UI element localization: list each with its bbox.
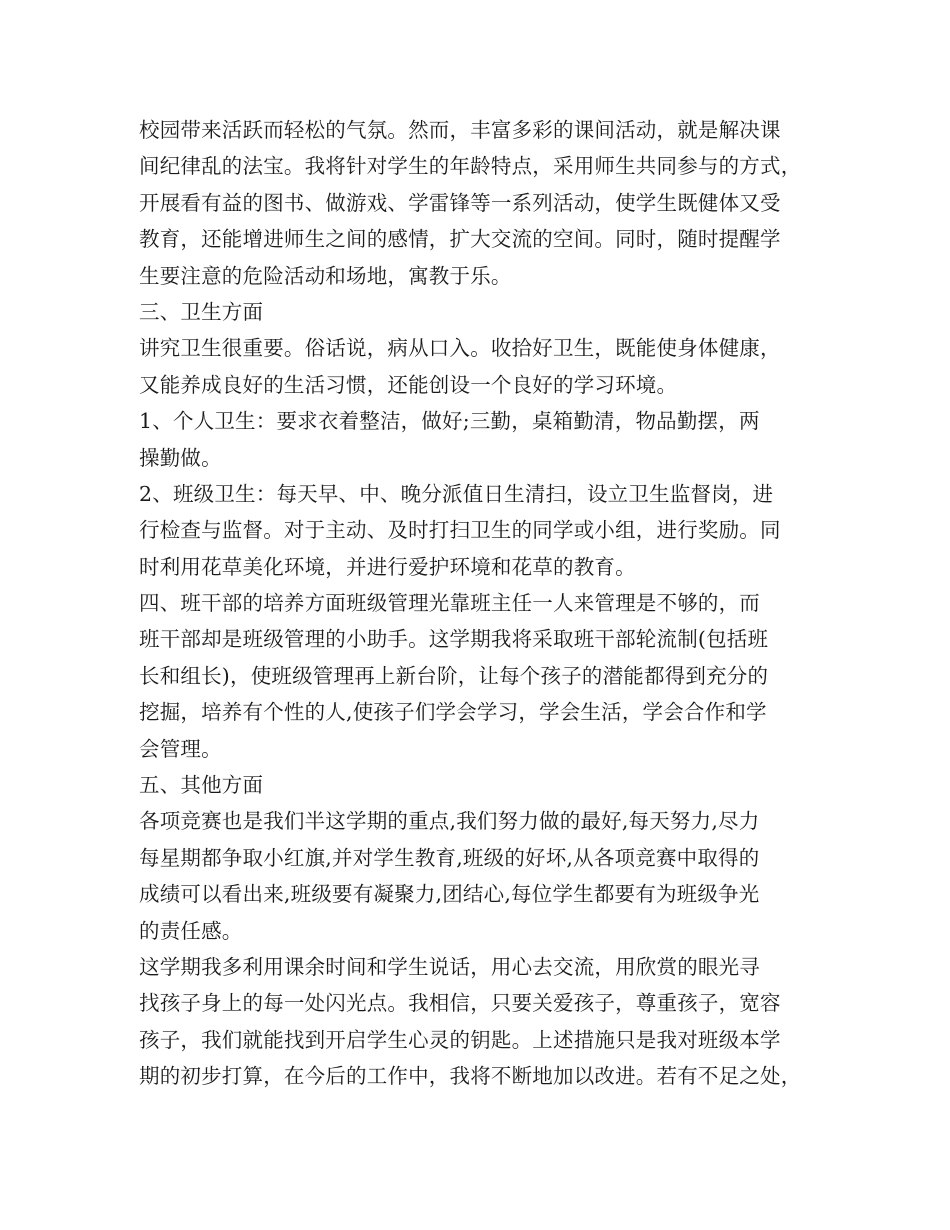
section-heading-hygiene: 三、卫生方面 [139, 299, 264, 324]
body-line-21: 每星期都争取小红旗,并对学生教育,班级的好坏,从各项竞赛中取得的 [139, 845, 760, 870]
body-line-20: 各项竞赛也是我们半这学期的重点,我们努力做的最好,每天努力,尽力 [139, 809, 760, 834]
section-heading-other: 五、其他方面 [139, 773, 264, 798]
body-line-7: 讲究卫生很重要。俗话说，病从口入。收拾好卫生，既能使身体健康， [139, 336, 781, 361]
body-line-27: 期的初步打算，在今后的工作中，我将不断地加以改进。若有不足之处， [139, 1064, 802, 1089]
body-line-18: 会管理。 [139, 736, 222, 761]
section-heading-class-cadre: 四、班干部的培养方面班级管理光靠班主任一人来管理是不够的，而 [139, 591, 760, 616]
body-line-11: 2、班级卫生：每天早、中、晚分派值日生清扫，设立卫生监督岗，进 [139, 481, 774, 506]
body-line-13: 时利用花草美化环境，并进行爱护环境和花草的教育。 [139, 554, 636, 579]
body-line-22: 成绩可以看出来,班级要有凝聚力,团结心,每位学生都要有为班级争光 [139, 882, 760, 907]
body-line-5: 生要注意的危险活动和场地，寓教于乐。 [139, 263, 512, 288]
body-line-3: 开展看有益的图书、做游戏、学雷锋等一系列活动，使学生既健体又受 [139, 190, 781, 215]
body-line-16: 长和组长)，使班级管理再上新台阶，让每个孩子的潜能都得到充分的 [139, 663, 769, 688]
body-line-4: 教育，还能增进师生之间的感情，扩大交流的空间。同时，随时提醒学 [139, 227, 781, 252]
body-line-2: 间纪律乱的法宝。我将针对学生的年龄特点，采用师生共同参与的方式， [139, 154, 802, 179]
body-line-15: 班干部却是班级管理的小助手。这学期我将采取班干部轮流制(包括班 [139, 627, 769, 652]
body-line-12: 行检查与监督。对于主动、及时打扫卫生的同学或小组，进行奖励。同 [139, 518, 781, 543]
body-line-23: 的责任感。 [139, 918, 243, 943]
body-line-1: 校园带来活跃而轻松的气氛。然而，丰富多彩的课间活动，就是解决课 [139, 118, 781, 142]
body-line-8: 又能养成良好的生活习惯，还能创设一个良好的学习环境。 [139, 372, 678, 397]
body-line-25: 找孩子身上的每一处闪光点。我相信，只要关爱孩子，尊重孩子，宽容 [139, 991, 781, 1016]
document-body [139, 112, 829, 1095]
body-line-26: 孩子，我们就能找到开启学生心灵的钥匙。上述措施只是我对班级本学 [139, 1027, 781, 1052]
body-line-24: 这学期我多利用课余时间和学生说话，用心去交流，用欣赏的眼光寻 [139, 954, 760, 979]
body-line-10: 操勤做。 [139, 445, 222, 470]
body-line-9: 1、个人卫生：要求衣着整洁，做好;三勤，桌箱勤清，物品勤摆，两 [139, 409, 760, 434]
body-line-17: 挖掘，培养有个性的人,使孩子们学会学习，学会生活，学会合作和学 [139, 700, 767, 725]
